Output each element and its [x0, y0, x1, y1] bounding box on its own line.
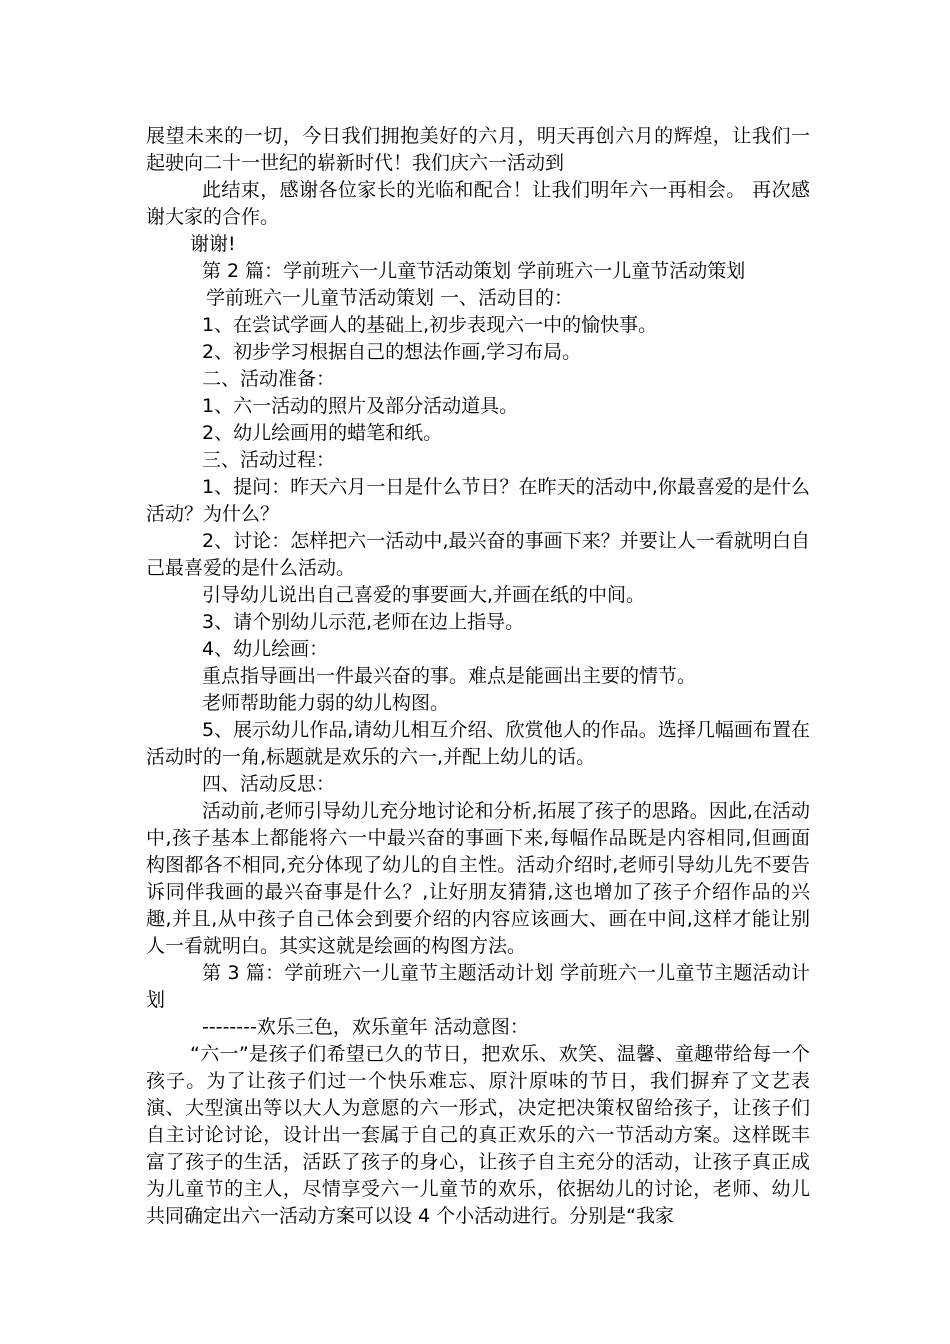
- section-heading: 第 3 篇：学前班六一儿童节主题活动计划 学前班六一儿童节主题活动计划: [146, 962, 810, 1011]
- paragraph: 谢谢!: [190, 233, 236, 255]
- document-body: [146, 123, 810, 1230]
- paragraph: 重点指导画出一件最兴奋的事。难点是能画出主要的情节。: [202, 665, 697, 687]
- paragraph: “六一”是孩子们希望已久的节日，把欢乐、欢笑、温馨、童趣带给每一个孩子。为了让孩子们过一个快乐难忘、原汁原味的节日，我们摒弃了文艺表演、大型演出等以大人为意愿的六一形式，决定把决策权留给孩子，让孩子们自主讨论讨论，设计出一套属于自己的真正欢乐的六一节活动方案。这样既丰富了孩子的生活，活跃了孩子的身心，让孩子自主充分的活动，让孩子真正成为儿童节的主人，尽情享受六一儿童节的欢乐，依据幼儿的讨论，老师、幼儿共同确定出六一活动方案可以设 4 个小活动进行。分别是“我家: [146, 1043, 810, 1227]
- subheading: 四、活动反思：: [202, 773, 336, 795]
- paragraph: 此结束，感谢各位家长的光临和配合！让我们明年六一再相会。 再次感谢大家的合作。: [146, 179, 810, 228]
- list-item: 1、提问：昨天六月一日是什么节日？在昨天的活动中,你最喜爱的是什么活动？为什么？: [146, 476, 810, 525]
- paragraph: --------欢乐三色，欢乐童年 活动意图：: [202, 1016, 529, 1038]
- paragraph: 引导幼儿说出自己喜爱的事要画大,并画在纸的中间。: [202, 584, 646, 606]
- list-item: 4、幼儿绘画：: [202, 638, 329, 660]
- paragraph: 老师帮助能力弱的幼儿构图。: [202, 692, 450, 714]
- paragraph: 展望未来的一切，今日我们拥抱美好的六月，明天再创六月的辉煌，让我们一起驶向二十一世纪的崭新时代！我们庆六一活动到: [146, 125, 810, 174]
- subheading: 三、活动过程：: [202, 449, 336, 471]
- paragraph: 学前班六一儿童节活动策划 一、活动目的：: [206, 287, 574, 309]
- subheading: 二、活动准备：: [202, 368, 336, 390]
- paragraph: 活动前,老师引导幼儿充分地讨论和分析,拓展了孩子的思路。因此,在活动中,孩子基本上都能将六一中最兴奋的事画下来,每幅作品既是内容相同,但画面构图都各不相同,充分体现了幼儿的自主性。活动介绍时,老师引导幼儿先不要告诉同伴我画的最兴奋事是什么？,让好朋友猜猜,这也增加了孩子介绍作品的兴趣,并且,从中孩子自己体会到要介绍的内容应该画大、画在中间,这样才能让别人一看就明白。其实这就是绘画的构图方法。: [146, 800, 810, 957]
- list-item: 1、六一活动的照片及部分活动道具。: [202, 395, 519, 417]
- list-item: 2、初步学习根据自己的想法作画,学习布局。: [202, 341, 582, 363]
- list-item: 1、在尝试学画人的基础上,初步表现六一中的愉快事。: [202, 314, 658, 336]
- list-item: 3、请个别幼儿示范,老师在边上指导。: [202, 611, 525, 633]
- list-item: 5、展示幼儿作品,请幼儿相互介绍、欣赏他人的作品。选择几幅画布置在活动时的一角,标题就是欢乐的六一,并配上幼儿的话。: [146, 719, 810, 768]
- list-item: 2、讨论：怎样把六一活动中,最兴奋的事画下来？并要让人一看就明白自己最喜爱的是什么活动。: [146, 530, 810, 579]
- list-item: 2、幼儿绘画用的蜡笔和纸。: [202, 422, 443, 444]
- section-heading: 第 2 篇：学前班六一儿童节活动策划 学前班六一儿童节活动策划: [202, 260, 746, 282]
